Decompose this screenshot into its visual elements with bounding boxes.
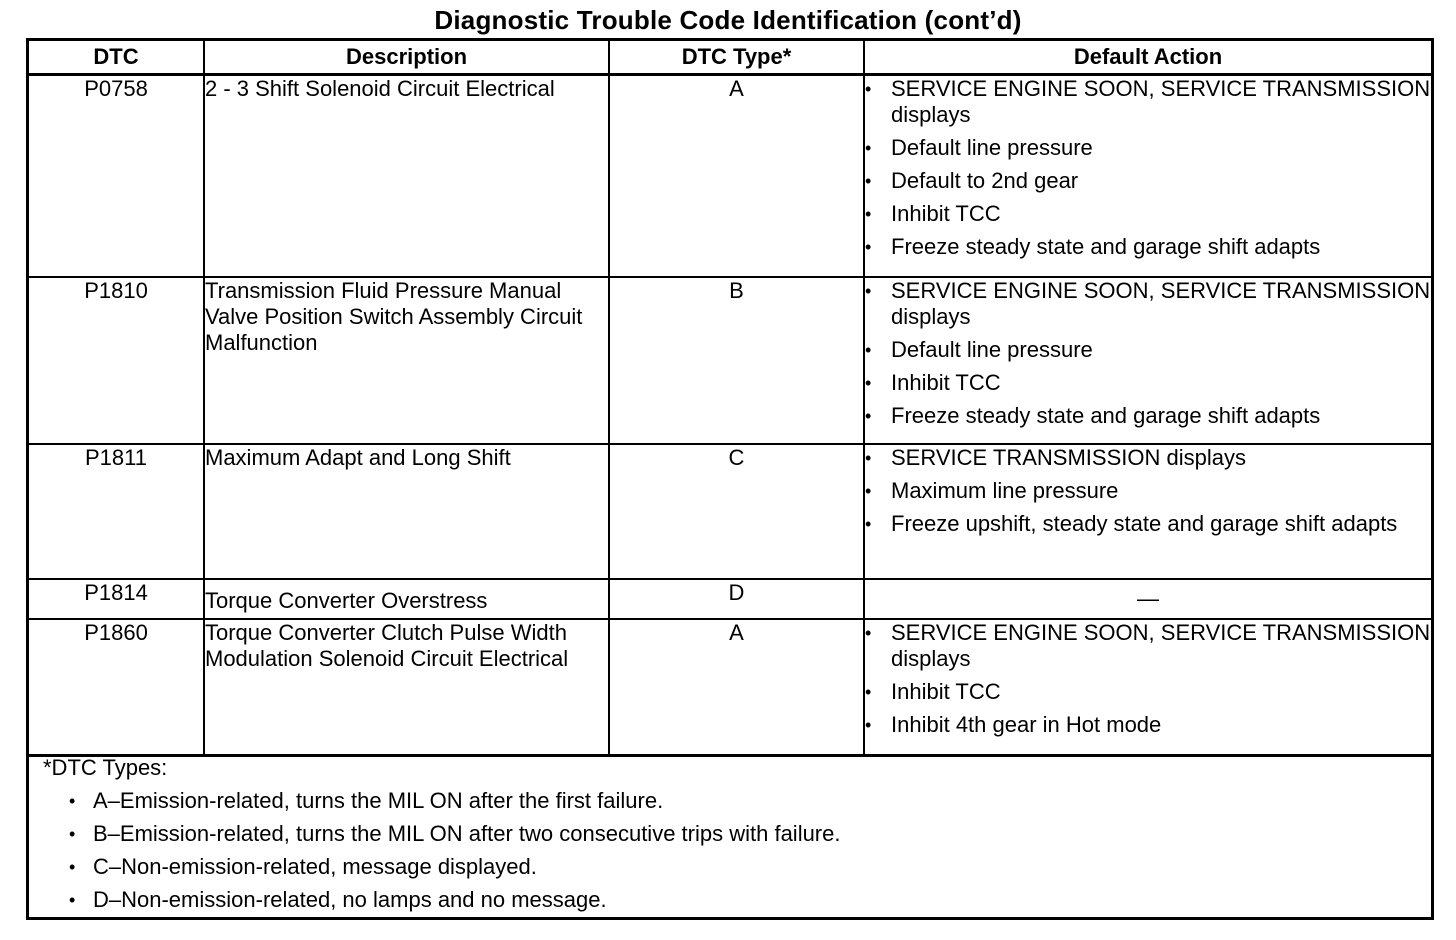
default-action-cell <box>864 277 1431 444</box>
header-description: Description <box>204 41 609 75</box>
dtc-type: D <box>609 579 864 619</box>
list-item: • Maximum line pressure <box>865 478 1119 503</box>
table-row <box>29 277 1431 444</box>
bullet-icon: • <box>865 237 872 257</box>
bullet-icon: • <box>865 171 872 191</box>
list-item: • Inhibit TCC <box>865 679 1001 704</box>
table-row <box>29 619 1431 756</box>
list-item: • SERVICE ENGINE SOON, SERVICE TRANSMISSION displays <box>865 76 1431 127</box>
table-header-row <box>29 41 1431 75</box>
list-item: • B–Emission-related, turns the MIL ON after two consecutive trips with failure. <box>69 821 841 846</box>
list-item: • SERVICE ENGINE SOON, SERVICE TRANSMISSION displays <box>865 620 1431 671</box>
bullet-icon: • <box>865 79 872 99</box>
page-title: Diagnostic Trouble Code Identification (cont’d) <box>434 5 1022 35</box>
bullet-icon: • <box>69 791 76 811</box>
list-item: • Inhibit TCC <box>865 370 1001 395</box>
default-action-cell <box>864 619 1431 756</box>
dtc-table-frame <box>26 38 1434 920</box>
header-dtc: DTC <box>29 41 204 75</box>
dtc-description: Maximum Adapt and Long Shift <box>204 444 609 579</box>
list-item: • Freeze steady state and garage shift adapts <box>865 403 1321 428</box>
dtc-description: Torque Converter Overstress <box>204 579 609 619</box>
dtc-code: P1811 <box>29 444 204 579</box>
list-item: • Inhibit TCC <box>865 201 1001 226</box>
bullet-icon: • <box>69 824 76 844</box>
default-action-cell <box>864 444 1431 579</box>
dtc-table <box>29 41 1431 757</box>
default-action-list <box>865 76 1431 260</box>
list-item: • D–Non-emission-related, no lamps and no message. <box>69 887 607 912</box>
bullet-icon: • <box>865 340 872 360</box>
list-item: • SERVICE ENGINE SOON, SERVICE TRANSMISSION displays <box>865 278 1431 329</box>
dtc-description: Torque Converter Clutch Pulse Width Modulation Solenoid Circuit Electrical <box>204 619 609 756</box>
list-item: • Default line pressure <box>865 337 1093 362</box>
bullet-icon: • <box>865 281 872 301</box>
bullet-icon: • <box>69 857 76 877</box>
dtc-description: Transmission Fluid Pressure Manual Valve Position Switch Assembly Circuit Malfunction <box>204 277 609 444</box>
dtc-code: P0758 <box>29 75 204 278</box>
default-action-list <box>865 445 1431 537</box>
dtc-code: P1814 <box>29 579 204 619</box>
bullet-icon: • <box>865 715 872 735</box>
bullet-icon: • <box>865 204 872 224</box>
bullet-icon: • <box>865 138 872 158</box>
list-item: • Default line pressure <box>865 135 1093 160</box>
dtc-type: A <box>609 75 864 278</box>
table-row <box>29 75 1431 278</box>
default-action-list <box>865 620 1431 738</box>
list-item: • Freeze steady state and garage shift adapts <box>865 234 1321 259</box>
bullet-icon: • <box>865 448 872 468</box>
bullet-icon: • <box>865 373 872 393</box>
bullet-icon: • <box>69 890 76 910</box>
bullet-icon: • <box>865 682 872 702</box>
bullet-icon: • <box>865 623 872 643</box>
dtc-type: B <box>609 277 864 444</box>
header-default-action: Default Action <box>864 41 1431 75</box>
footnote-list <box>43 788 1423 913</box>
dtc-types-footnote <box>43 755 1423 920</box>
dtc-code: P1810 <box>29 277 204 444</box>
bullet-icon: • <box>865 406 872 426</box>
bullet-icon: • <box>865 481 872 501</box>
header-dtc-type: DTC Type* <box>609 41 864 75</box>
bullet-icon: • <box>865 514 872 534</box>
table-row <box>29 444 1431 579</box>
list-item: • SERVICE TRANSMISSION displays <box>865 445 1246 470</box>
default-action-cell <box>864 75 1431 278</box>
dtc-type: A <box>609 619 864 756</box>
dtc-code: P1860 <box>29 619 204 756</box>
list-item: • C–Non-emission-related, message displayed. <box>69 854 537 879</box>
default-action-list <box>865 278 1431 429</box>
dtc-description: 2 - 3 Shift Solenoid Circuit Electrical <box>204 75 609 278</box>
default-action-dash: — <box>864 579 1431 619</box>
list-item: • Default to 2nd gear <box>865 168 1079 193</box>
list-item: • Inhibit 4th gear in Hot mode <box>865 712 1162 737</box>
table-row <box>29 579 1431 619</box>
dtc-type: C <box>609 444 864 579</box>
list-item: • Freeze upshift, steady state and garage shift adapts <box>865 511 1398 536</box>
footnote-title: *DTC Types: <box>43 755 168 780</box>
list-item: • A–Emission-related, turns the MIL ON after the first failure. <box>69 788 664 813</box>
